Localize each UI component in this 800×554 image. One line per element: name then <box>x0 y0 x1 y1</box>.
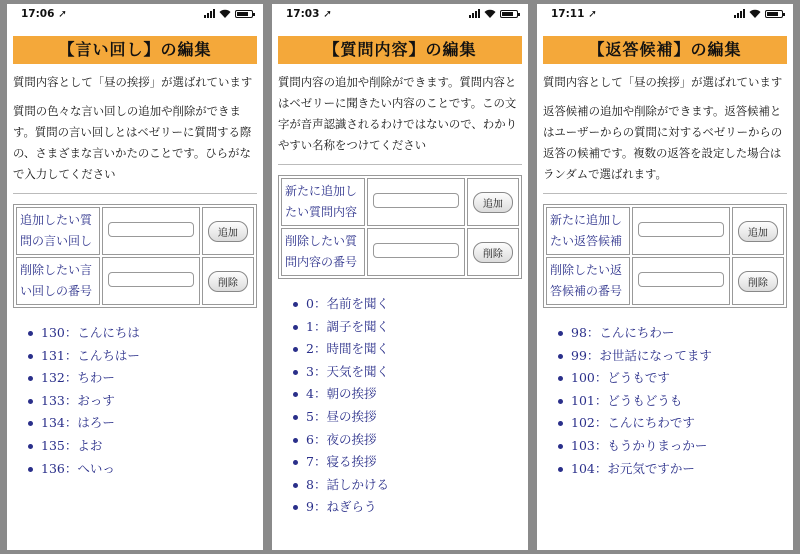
divider <box>278 164 522 165</box>
page-title: 【質問内容】の編集 <box>278 36 522 64</box>
delete-number-input[interactable] <box>638 272 724 287</box>
add-phrase-input[interactable] <box>108 222 194 237</box>
wifi-icon <box>749 9 761 18</box>
list-item[interactable]: 100：どうもです <box>571 367 793 390</box>
cellular-signal-icon <box>734 9 745 18</box>
list-item[interactable]: 2：時間を聞く <box>306 338 528 361</box>
add-row <box>16 207 254 255</box>
list-item[interactable]: 104：お元気ですかー <box>571 458 793 481</box>
question-list <box>272 293 528 519</box>
status-bar <box>7 4 263 26</box>
screen-phrasing-edit <box>7 4 263 550</box>
description-text: 質問の色々な言い回しの追加や削除ができます。質問の言い回しとはベゼリーに質問する際の、さまざまな言いかたのことです。ひらがなで入力してください <box>13 104 252 181</box>
delete-label: 削除したい返答候補の番号 <box>546 257 630 305</box>
delete-row <box>281 228 519 276</box>
list-item[interactable]: 130：こんにちは <box>41 322 263 345</box>
list-item[interactable]: 99：お世話になってます <box>571 345 793 368</box>
delete-button[interactable]: 削除 <box>208 271 248 292</box>
status-icons <box>204 9 253 18</box>
add-label: 新たに追加したい質問内容 <box>281 178 365 226</box>
cellular-signal-icon <box>469 9 480 18</box>
delete-label: 削除したい質問内容の番号 <box>281 228 365 276</box>
description-text: 返答候補の追加や削除ができます。返答候補とはユーザーからの質問に対するベゼリーからの返答の候補です。複数の返答を設定した場合はランダムで選ばれます。 <box>543 104 783 181</box>
selected-question-text: 質問内容として「昼の挨拶」が選ばれています <box>13 75 253 89</box>
list-item[interactable]: 98：こんにちわー <box>571 322 793 345</box>
page-title: 【返答候補】の編集 <box>543 36 787 64</box>
list-item[interactable]: 133：おっす <box>41 390 263 413</box>
list-item[interactable]: 131：こんちはー <box>41 345 263 368</box>
list-item[interactable]: 1：調子を聞く <box>306 316 528 339</box>
add-row <box>546 207 784 255</box>
divider <box>543 193 787 194</box>
list-item[interactable]: 6：夜の挨拶 <box>306 429 528 452</box>
list-item[interactable]: 0：名前を聞く <box>306 293 528 316</box>
add-question-input[interactable] <box>373 193 459 208</box>
battery-icon <box>765 10 783 18</box>
status-icons <box>469 9 518 18</box>
divider <box>13 193 257 194</box>
add-button[interactable]: 追加 <box>473 192 513 213</box>
delete-number-input[interactable] <box>373 243 459 258</box>
list-item[interactable]: 132：ちわー <box>41 367 263 390</box>
delete-button[interactable]: 削除 <box>473 242 513 263</box>
wifi-icon <box>219 9 231 18</box>
list-item[interactable]: 135：よお <box>41 435 263 458</box>
edit-form <box>543 204 787 308</box>
battery-icon <box>235 10 253 18</box>
status-time: 17:03 ➚ <box>286 8 332 20</box>
list-item[interactable]: 3：天気を聞く <box>306 361 528 384</box>
list-item[interactable]: 136：へいっ <box>41 458 263 481</box>
status-bar <box>272 4 528 26</box>
status-icons <box>734 9 783 18</box>
delete-number-input[interactable] <box>108 272 194 287</box>
screen-question-edit <box>272 4 528 550</box>
phrase-list <box>7 322 263 480</box>
list-item[interactable]: 134：はろー <box>41 412 263 435</box>
delete-row <box>546 257 784 305</box>
list-item[interactable]: 7：寝る挨拶 <box>306 451 528 474</box>
description-text: 質問内容の追加や削除ができます。質問内容とはベゼリーに聞きたい内容のことです。この文字が音声認識されるわけではないので、わかりやすい名称をつけてください <box>278 75 517 152</box>
list-item[interactable]: 5：昼の挨拶 <box>306 406 528 429</box>
edit-form <box>278 175 522 279</box>
list-item[interactable]: 4：朝の挨拶 <box>306 383 528 406</box>
selected-question-text: 質問内容として「昼の挨拶」が選ばれています <box>543 75 783 89</box>
delete-button[interactable]: 削除 <box>738 271 778 292</box>
list-item[interactable]: 102：こんにちわです <box>571 412 793 435</box>
screen-response-edit <box>537 4 793 550</box>
add-button[interactable]: 追加 <box>208 221 248 242</box>
page-title: 【言い回し】の編集 <box>13 36 257 64</box>
list-item[interactable]: 9：ねぎらう <box>306 496 528 519</box>
list-item[interactable]: 8：話しかける <box>306 474 528 497</box>
edit-form <box>13 204 257 308</box>
delete-row <box>16 257 254 305</box>
status-bar <box>537 4 793 26</box>
list-item[interactable]: 103：もうかりまっかー <box>571 435 793 458</box>
list-item[interactable]: 101：どうもどうも <box>571 390 793 413</box>
status-time: 17:06 ➚ <box>21 8 67 20</box>
add-response-input[interactable] <box>638 222 724 237</box>
status-time: 17:11 ➚ <box>551 8 597 20</box>
cellular-signal-icon <box>204 9 215 18</box>
delete-label: 削除したい言い回しの番号 <box>16 257 100 305</box>
battery-icon <box>500 10 518 18</box>
add-label: 追加したい質問の言い回し <box>16 207 100 255</box>
add-button[interactable]: 追加 <box>738 221 778 242</box>
add-label: 新たに追加したい返答候補 <box>546 207 630 255</box>
wifi-icon <box>484 9 496 18</box>
response-list <box>537 322 793 480</box>
add-row <box>281 178 519 226</box>
